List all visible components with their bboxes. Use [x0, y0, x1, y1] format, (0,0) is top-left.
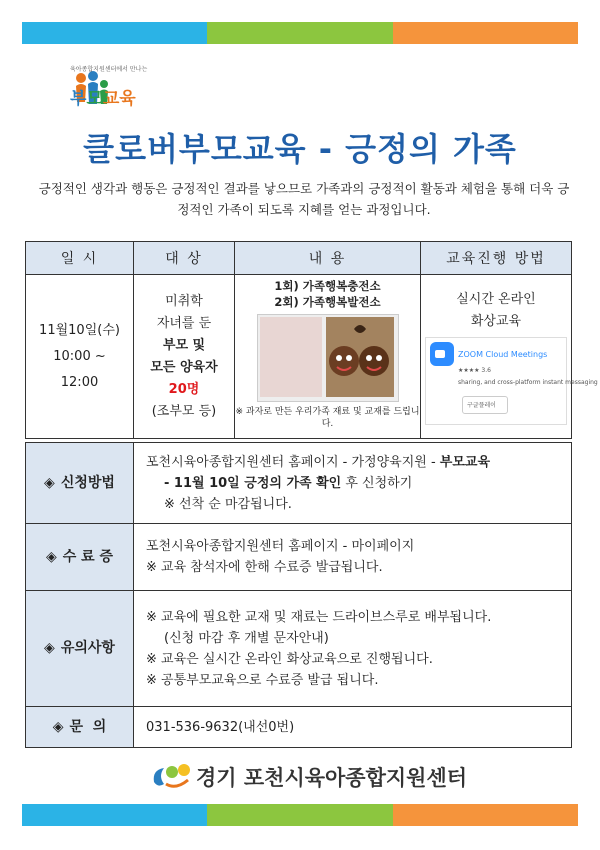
header-when: 일 시 [26, 242, 134, 275]
logo-title: 부모교육 [70, 89, 136, 109]
page-title: 클로버부모교육 - 긍정의 가족 [83, 130, 517, 168]
apply-line-3: ※ 선착 순 마감됩니다. [164, 496, 292, 512]
diamond-icon: ◈ [45, 548, 57, 565]
method-line-2: 화상교육 [470, 313, 522, 329]
target-count: 20명 [168, 381, 200, 397]
header-content: 내 용 [235, 242, 421, 275]
activity-photo [257, 314, 399, 402]
method-line-1: 실시간 온라인 [456, 291, 536, 307]
google-play-button: 구글플레이 [462, 396, 508, 414]
cookie-faces-image [326, 317, 394, 397]
bottom-color-bar [22, 804, 578, 826]
diamond-icon: ◈ [44, 640, 55, 656]
apply-value [134, 443, 572, 524]
notes-value [134, 591, 572, 707]
contact-label: ◈ 문 의 [26, 707, 134, 748]
cert-label: ◈ 수 료 증 [26, 524, 134, 591]
zoom-app-name: ZOOM Cloud Meetings [458, 349, 548, 359]
zoom-app-card [425, 337, 598, 425]
cert-line-1: 포천시육아종합지원센터 홈페이지 - 마이페이지 [146, 539, 415, 554]
zoom-camera-icon [430, 342, 454, 366]
cell-target [134, 275, 235, 439]
apply-line-2: - 11월 10일 긍정의 가족 확인 후 신청하기 [164, 475, 413, 491]
notes-line-1: ※ 교육에 필요한 교재 및 재료는 드라이브스루로 배부됩니다. [146, 609, 492, 625]
cert-line-2: ※ 교육 참석자에 한해 수료증 발급됩니다. [146, 560, 383, 575]
target-line: (조부모 등) [151, 403, 217, 419]
organization-name: 경기 포천시육아종합지원센터 [196, 766, 468, 790]
target-line: 모든 양육자 [150, 359, 218, 375]
apply-label: ◈ 신청방법 [26, 443, 134, 524]
notes-line-3: ※ 교육은 실시간 온라인 화상교육으로 진행됩니다. [146, 651, 433, 667]
event-start: 10:00 ~ [53, 348, 106, 364]
diamond-icon: ◈ [44, 474, 55, 491]
apply-line-1: 포천시육아종합지원센터 홈페이지 - 가정양육지원 - 부모교육 [146, 454, 490, 470]
event-end: 12:00 [60, 374, 99, 390]
schedule-table [25, 241, 598, 439]
session-1: 1회) 가족행복충전소 [274, 278, 381, 293]
cell-method [421, 275, 598, 439]
target-line: 미취학 [165, 293, 203, 309]
header-target: 대 상 [134, 242, 235, 275]
target-line: 부모 및 [162, 337, 206, 353]
cell-when [26, 275, 134, 439]
info-table [25, 442, 572, 748]
notes-line-2: (신청 마감 후 개별 문자안내) [164, 630, 329, 646]
diamond-icon: ◈ [52, 718, 64, 735]
intro-text: 긍정적인 생각과 행동은 긍정적인 결과를 낳으므로 가족과의 긍정적이 활동과 체험을 통해 더욱 긍정적인 가족이 되도록 지혜를 얻는 과정입니다. [38, 181, 570, 217]
notes-label: ◈ 유의사항 [26, 591, 134, 707]
session-2: 2회) 가족행복발전소 [274, 294, 381, 309]
zoom-app-rating: ★★★★ 3.6 [458, 366, 491, 374]
top-color-bar [22, 22, 578, 44]
contact-value: 031-536-9632(내선0번) [134, 707, 572, 748]
header-method: 교육진행 방법 [421, 242, 572, 275]
craft-kit-image [260, 317, 322, 397]
event-date: 11월10일(수) [39, 322, 120, 338]
materials-note: ※ 과자로 만든 우리가족 재료 및 교재를 드립니다. [235, 406, 420, 429]
cell-content [235, 275, 421, 439]
zoom-app-desc: sharing, and cross-platform instant messaging [458, 378, 598, 386]
notes-line-4: ※ 공통부모교육으로 수료증 발급 됩니다. [146, 672, 379, 688]
cert-value [134, 524, 572, 591]
organization-logo-icon [150, 760, 192, 790]
target-line: 자녀를 둔 [156, 315, 212, 331]
logo-subtitle: 육아종합지원센터에서 만나는 [70, 66, 148, 73]
